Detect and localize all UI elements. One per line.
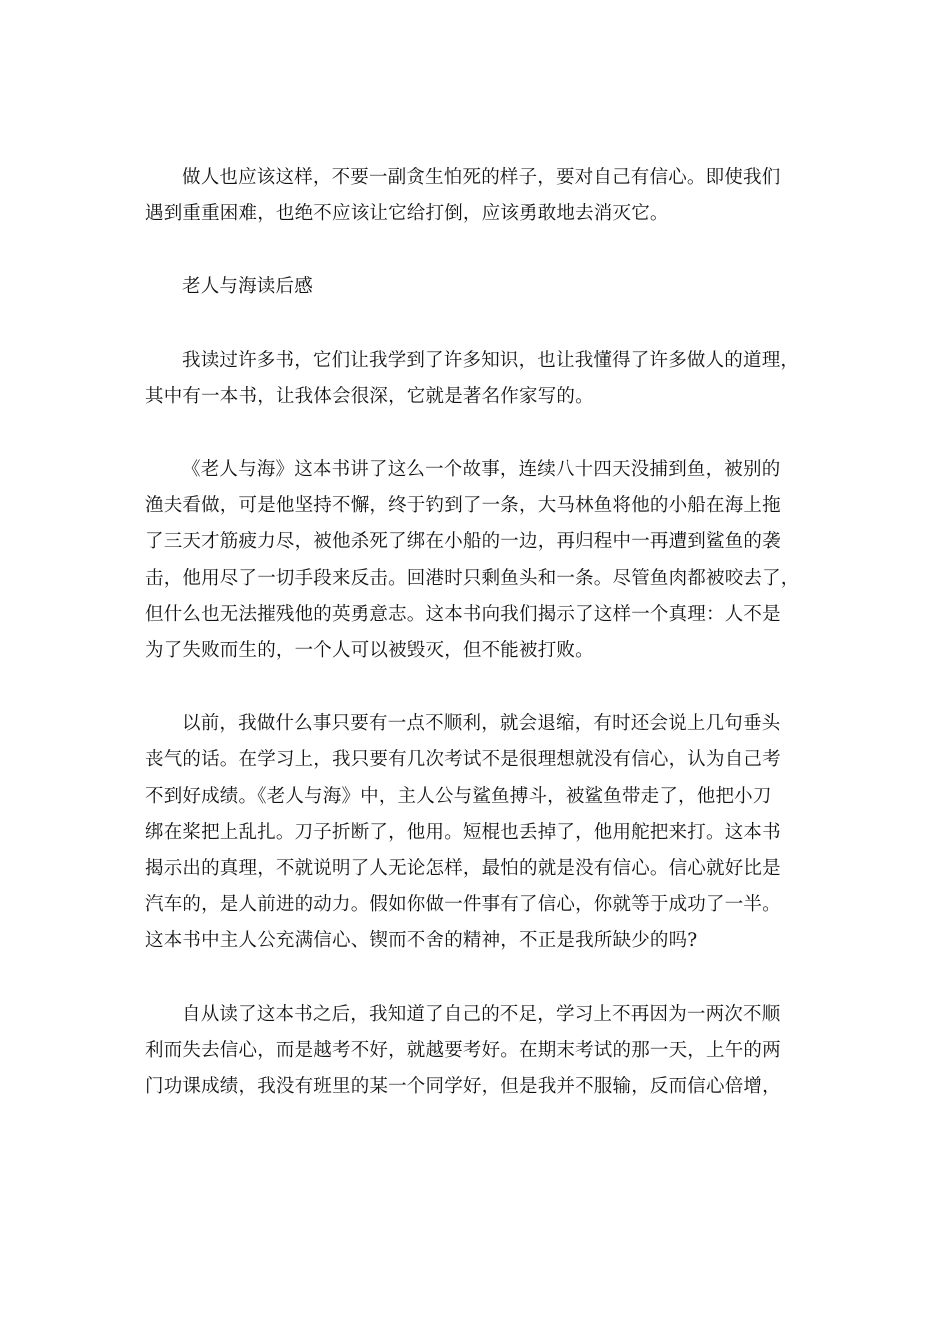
paragraph-intro	[145, 343, 807, 415]
text-line: 这本书中主人公充满信心、锲而不舍的精神，不正是我所缺少的吗?	[145, 930, 698, 952]
text-line: 但什么也无法摧残他的英勇意志。这本书向我们揭示了这样一个真理：人不是	[145, 603, 781, 625]
text-line: 丧气的话。在学习上，我只要有几次考试不是很理想就没有信心，认为自己考	[145, 749, 781, 771]
text-line: 遇到重重困难，也绝不应该让它给打倒，应该勇敢地去消灭它。	[145, 203, 669, 225]
text-line: 汽车的，是人前进的动力。假如你做一件事有了信心，你就等于成功了一半。	[145, 894, 781, 916]
essay-title	[145, 269, 807, 305]
paragraph-confidence	[145, 160, 807, 232]
paragraph-story	[145, 452, 807, 669]
text-line: 《老人与海》这本书讲了这么一个故事，连续八十四天没捕到鱼，被别的	[182, 459, 781, 481]
text-line: 我读过许多书，它们让我学到了许多知识，也让我懂得了许多做人的道理，	[182, 349, 800, 371]
text-line: 绑在桨把上乱扎。刀子折断了，他用。短棍也丢掉了，他用舵把来打。这本书	[145, 821, 781, 843]
text-line: 不到好成绩。《老人与海》中，主人公与鲨鱼搏斗，被鲨鱼带走了，他把小刀	[145, 785, 772, 807]
paragraph-reflection	[145, 706, 807, 959]
text-line: 以前，我做什么事只要有一点不顺利，就会退缩，有时还会说上几句垂头	[182, 713, 781, 735]
text-line: 利而失去信心，而是越考不好，就越要考好。在期末考试的那一天，上午的两	[145, 1039, 781, 1061]
text-line: 了三天才筋疲力尽，被他杀死了绑在小船的一边，再归程中一再遭到鲨鱼的袭	[145, 531, 781, 553]
text-line: 门功课成绩，我没有班里的某一个同学好，但是我并不服输，反而信心倍增，	[145, 1076, 781, 1098]
title-line: 老人与海读后感	[182, 276, 313, 298]
paragraph-change	[145, 997, 807, 1106]
document-page	[145, 160, 807, 1105]
text-line: 为了失败而生的，一个人可以被毁灭，但不能被打败。	[145, 640, 594, 662]
text-line: 其中有一本书，让我体会很深，它就是著名作家写的。	[145, 385, 594, 407]
text-line: 做人也应该这样，不要一副贪生怕死的样子，要对自己有信心。即使我们	[182, 167, 781, 188]
text-line: 自从读了这本书之后，我知道了自己的不足，学习上不再因为一两次不顺	[182, 1003, 781, 1025]
text-line: 渔夫看做，可是他坚持不懈，终于钓到了一条，大马林鱼将他的小船在海上拖	[145, 495, 781, 517]
text-line: 击，他用尽了一切手段来反击。回港时只剩鱼头和一条。尽管鱼肉都被咬去了，	[145, 567, 800, 589]
text-line: 揭示出的真理，不就说明了人无论怎样，最怕的就是没有信心。信心就好比是	[145, 858, 781, 880]
